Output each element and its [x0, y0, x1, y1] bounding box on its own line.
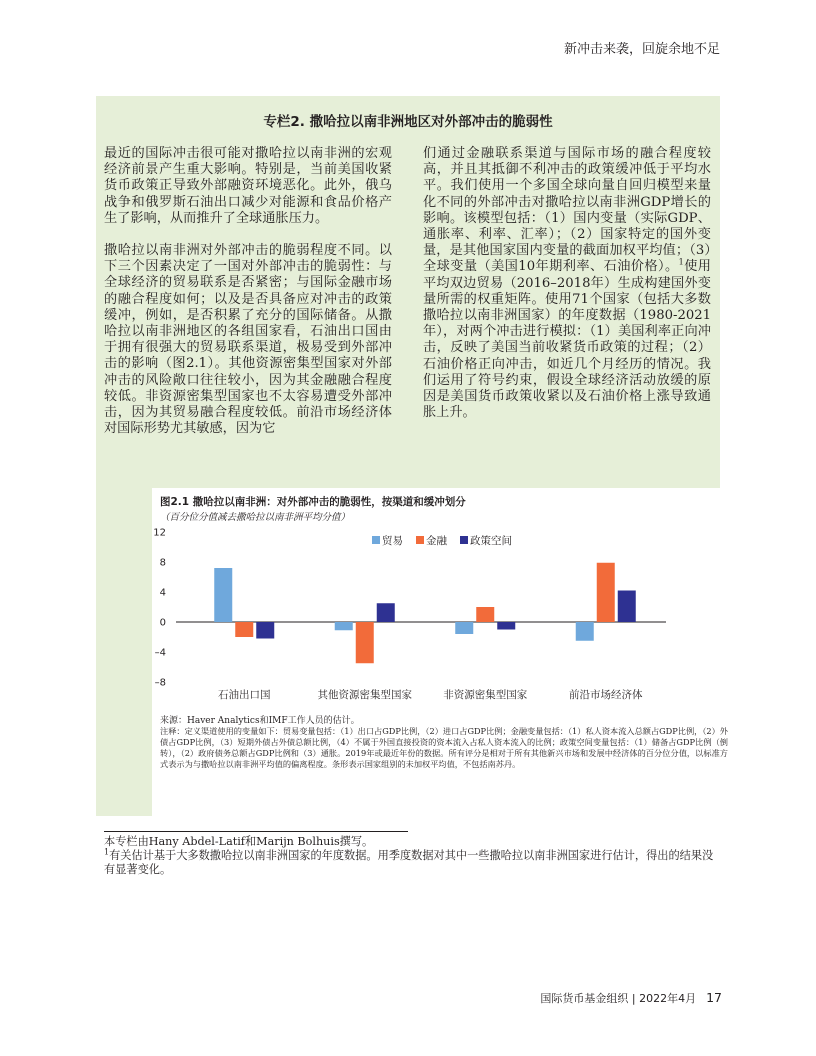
bar	[476, 607, 494, 622]
footnote-1-text: 有关估计基于大多数撒哈拉以南非洲国家的年度数据。用季度数据对其中一些撒哈拉以南非洲国家进行估计，得出的结果没有显著变化。	[104, 849, 714, 876]
y-tick-label: 12	[153, 527, 166, 539]
bar	[576, 622, 594, 641]
page-folio	[540, 990, 722, 1006]
legend-swatch	[372, 536, 380, 544]
figure-note: 注释：定义渠道使用的变量如下：贸易变量包括：（1）出口占GDP比例，（2）进口占GDP比例；金融变量包括：（1）私人资本流入总额占GDP比例，（2）外债占GDP比例，（3）短期外债占外债总额比例，（4）不属于外国直接投资的资本流入占私人资本流入的比例；政策空间变量包括：（1）储备占GDP比例（倒转），（2）政府债务总额占GDP比例和（3）通胀。2019年或最近年份的数据。所有评分是相对于所有其他新兴市场和发展中经济体的百分位分值，以标准方式表示为与撒哈拉以南非洲平均值的偏离程度。条形表示国家组别的未加权平均值，不包括南苏丹。	[160, 726, 728, 769]
bar	[377, 603, 395, 622]
bar	[214, 568, 232, 622]
y-tick-label: –8	[154, 677, 166, 689]
legend-label: 贸易	[382, 535, 403, 547]
y-tick-label: –4	[154, 647, 166, 659]
legend-label: 金融	[426, 535, 447, 547]
page-number: 17	[706, 990, 722, 1005]
left-paragraph-1: 最近的国际冲击很可能对撒哈拉以南非洲的宏观经济前景产生重大影响。特别是，当前美国收紧货币政策正导致外部融资环境恶化。此外，俄乌战争和俄罗斯石油出口减少对能源和食品价格产生了影响，从而推升了全球通胀压力。	[104, 146, 392, 226]
footnote-divider	[104, 831, 408, 832]
right-text-a: 们通过金融联系渠道与国际市场的融合程度较高，并且其抵御不利冲击的政策缓冲低于平均水平。我们使用一个多国全球向量自回归模型来量化不同的外部冲击对撒哈拉以南非洲GDP增长的影响。该模型包括：（1）国内变量（实际GDP、通胀率、利率、汇率）；（2）国家特定的国外变量，是其他国家国内变量的截面加权平均值；（3）全球变量（美国10年期利率、石油价格）。	[423, 146, 711, 275]
x-category-label: 其他资源密集型国家	[317, 689, 412, 701]
x-category-label: 前沿市场经济体	[569, 689, 643, 701]
footnote-1	[104, 849, 714, 877]
bar	[618, 591, 636, 623]
y-tick-label: 0	[159, 617, 166, 629]
right-paragraph	[423, 146, 711, 421]
figure-source: 来源：Haver Analytics和IMF工作人员的估计。	[160, 716, 360, 726]
figure-title: 图2.1 撒哈拉以南非洲：对外部冲击的脆弱性，按渠道和缓冲划分	[160, 496, 466, 508]
footnote-ref[interactable]: 1	[678, 258, 684, 268]
figure-panel	[152, 488, 802, 818]
bar	[256, 622, 274, 639]
publication-name: 国际货币基金组织 | 2022年4月	[540, 992, 697, 1005]
x-category-label: 非资源密集型国家	[443, 689, 528, 701]
legend-swatch	[460, 536, 468, 544]
bar	[455, 622, 473, 634]
bar	[335, 622, 353, 630]
bar	[597, 563, 615, 622]
running-head: 新冲击来袭，回旋余地不足	[563, 42, 720, 57]
y-tick-label: 8	[159, 557, 166, 569]
right-column	[423, 146, 711, 437]
legend-swatch	[416, 536, 424, 544]
x-category-label: 石油出口国	[218, 689, 271, 701]
footnote-1-mark: 1	[104, 847, 110, 857]
box-panel	[96, 96, 728, 816]
right-text-b: 使用平均双边贸易（2016–2018年）生成构建国外变量所需的权重矩阵。使用71个国家（包括大多数撒哈拉以南非洲国家）的年度数据（1980-2021年），对两个冲击进行模拟：（1）美国利率正向冲击，反映了美国当前收紧货币政策的过程；（2）石油价格正向冲击，如近几个月经历的情况。我们运用了符号约束，假设全球经济活动放缓的原因是美国货币政策收紧以及石油价格上涨导致通胀上升。	[423, 259, 711, 421]
left-paragraph-2: 撒哈拉以南非洲对外部冲击的脆弱程度不同。以下三个因素决定了一国对外部冲击的脆弱性：与全球经济的贸易联系是否紧密；与国际金融市场的融合程度如何；以及是否具备应对冲击的政策缓冲，例如，是否积累了充分的国际储备。从撒哈拉以南非洲地区的各组国家看，石油出口国由于拥有很强大的贸易联系渠道，极易受到外部冲击的影响（图2.1）。其他资源密集型国家对外部冲击的风险敞口往往较小，因为其金融融合程度较低。非资源密集型国家也不太容易遭受外部冲击，因为其贸易融合程度较低。前沿市场经济体对国际形势尤其敏感，因为它	[104, 243, 392, 437]
left-column	[104, 146, 392, 453]
y-tick-label: 4	[159, 587, 166, 599]
bar	[356, 622, 374, 663]
bar-chart	[152, 488, 802, 713]
footnote-author: 本专栏由Hany Abdel-Latif和Marijn Bolhuis撰写。	[104, 835, 374, 848]
figure-subtitle: （百分位分值减去撒哈拉以南非洲平均分值）	[160, 512, 351, 523]
legend-label: 政策空间	[470, 535, 512, 547]
box-title: 专栏2. 撒哈拉以南非洲地区对外部冲击的脆弱性	[263, 114, 553, 130]
bar	[497, 622, 515, 630]
bar	[235, 622, 253, 637]
